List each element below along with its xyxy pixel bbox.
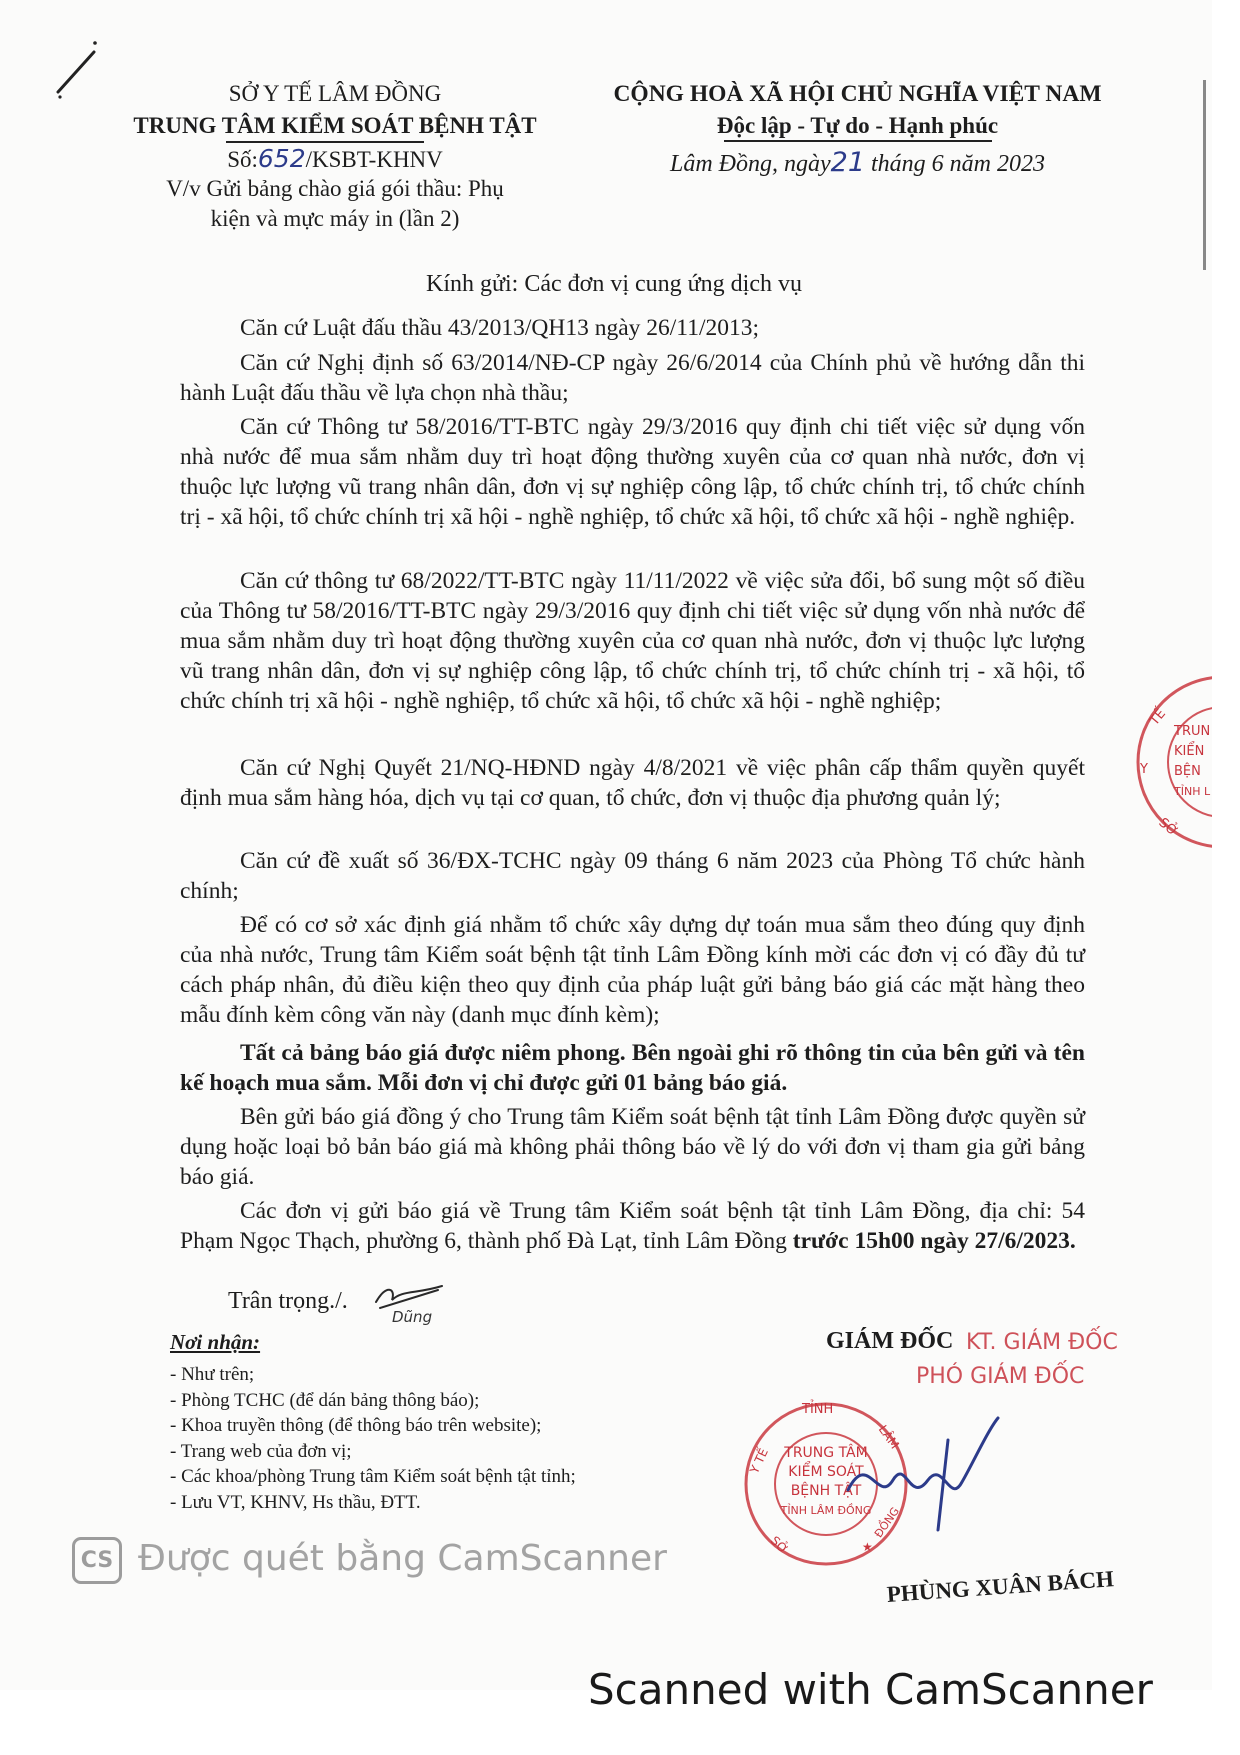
document-number bbox=[120, 144, 550, 175]
number-suffix: /KSBT-KHNV bbox=[305, 147, 443, 172]
number-handwritten: 652 bbox=[257, 144, 306, 173]
date-suffix: tháng 6 năm 2023 bbox=[865, 151, 1046, 177]
seal-ring-bottom-right: ĐỒNG bbox=[871, 1504, 903, 1541]
paragraph-6-text: Căn cứ đề xuất số 36/ĐX-TCHC ngày 09 tháng 6 năm 2023 của Phòng Tổ chức hành chính; bbox=[180, 848, 1085, 904]
seal-line-4: TỈNH LÂM ĐỒNG bbox=[780, 1504, 872, 1517]
closing: Trân trọng./. bbox=[228, 1288, 348, 1314]
paragraph-8-text: Tất cả bảng báo giá được niêm phong. Bên ngoài ghi rõ thông tin của bên gửi và tên kế hoạch mua sắm. Mỗi đơn vị chỉ được gửi 01 bảng báo giá. bbox=[180, 1040, 1085, 1096]
subject-line-1: V/v Gửi bảng chào giá gói thầu: Phụ bbox=[166, 176, 504, 201]
stamp-kt-director: KT. GIÁM ĐỐC bbox=[966, 1330, 1118, 1355]
seal-ring-left: Y TẾ bbox=[747, 1446, 771, 1476]
paragraph-10-text: Các đơn vị gửi báo giá về Trung tâm Kiểm soát bệnh tật tỉnh Lâm Đồng, địa chỉ: 54 Phạm Ngọc Thạch, phường 6, thành phố Đà Lạt, tỉnh Lâm Đồng bbox=[180, 1198, 1085, 1254]
paragraph-9 bbox=[180, 1102, 1085, 1192]
margin-seal-text bbox=[1174, 722, 1210, 802]
paragraph-8 bbox=[180, 1038, 1085, 1098]
paragraph-3 bbox=[180, 412, 1085, 532]
paragraph-3-text: Căn cứ Thông tư 58/2016/TT-BTC ngày 29/3/2016 quy định chi tiết việc sử dụng vốn nhà nước để mua sắm nhằm duy trì hoạt động thường xuyên của cơ quan nhà nước, đơn vị thuộc lực lượng vũ trang nhân dân, đơn vị sự nghiệp công lập, tổ chức chính trị, tổ chức chính trị - xã hội, tổ chức chính trị xã hội - nghề nghiệp, tổ chức xã hội, tổ chức xã hội - nghề nghiệp. bbox=[180, 414, 1085, 530]
paragraph-1 bbox=[180, 313, 1085, 343]
paragraph-4-text: Căn cứ thông tư 68/2022/TT-BTC ngày 11/11/2022 về việc sửa đổi, bổ sung một số điều của Thông tư 58/2016/TT-BTC ngày 29/3/2016 quy định chi tiết việc sử dụng vốn nhà nước để mua sắm nhằm duy trì hoạt động thường xuyên của cơ quan nhà nước, đơn vị thuộc lực lượng vũ trang nhân dân, đơn vị sự nghiệp công lập, tổ chức chính trị, tổ chức chính trị - xã hội, tổ chức chính trị xã hội - nghề nghiệp, tổ chức xã hội, tổ chức xã hội - nghề nghiệp; bbox=[180, 568, 1085, 714]
paragraph-10-deadline: trước 15h00 ngày 27/6/2023. bbox=[792, 1228, 1076, 1254]
margin-seal-ring-bottom: SỞ bbox=[1155, 815, 1181, 840]
seal-line-3: BỆNH TẬT bbox=[790, 1483, 862, 1499]
recipients-title: Nơi nhận: bbox=[170, 1330, 261, 1354]
scan-edge-shadow bbox=[1203, 80, 1206, 270]
date-day-handwritten: 21 bbox=[830, 147, 866, 178]
recipient-item: - Phòng TCHC (để dán bảng thông báo); bbox=[170, 1389, 480, 1411]
paragraph-1-text: Căn cứ Luật đấu thầu 43/2013/QH13 ngày 26/11/2013; bbox=[240, 315, 759, 341]
scanned-with-footer: Scanned with CamScanner bbox=[588, 1665, 1153, 1714]
subject-line-2: kiện và mực máy in (lần 2) bbox=[210, 206, 460, 231]
margin-seal-line-1: TRUN bbox=[1174, 724, 1211, 739]
seal-ring-right: LÂM bbox=[875, 1422, 902, 1452]
margin-seal-ring-left: TẾ bbox=[1147, 706, 1170, 729]
paragraph-5-text: Căn cứ Nghị Quyết 21/NQ-HĐND ngày 4/8/2021 về việc phân cấp thẩm quyền quyết định mua sắm hàng hóa, dịch vụ tại cơ quan, tổ chức, đơn vị thuộc địa phương quản lý; bbox=[180, 755, 1085, 811]
seal-ring-top: TỈNH bbox=[802, 1402, 834, 1417]
margin-seal bbox=[1128, 670, 1212, 855]
margin-seal-line-3: BỆN bbox=[1174, 764, 1201, 779]
paragraph-4 bbox=[180, 566, 1085, 716]
signature-scribble-icon bbox=[838, 1410, 1018, 1540]
recipient-item: - Lưu VT, KHNV, Hs thầu, ĐTT. bbox=[170, 1491, 421, 1513]
paragraph-2 bbox=[180, 348, 1085, 408]
paragraph-5 bbox=[180, 753, 1085, 813]
recipient-item: - Khoa truyền thông (để thông báo trên website); bbox=[170, 1415, 542, 1436]
stamp-deputy-director: PHÓ GIÁM ĐỐC bbox=[916, 1364, 1085, 1389]
paragraph-2-text: Căn cứ Nghị định số 63/2014/NĐ-CP ngày 26/6/2014 của Chính phủ về hướng dẫn thi hành Luật đấu thầu về lựa chọn nhà thầu; bbox=[180, 350, 1085, 406]
signature-role: GIÁM ĐỐC bbox=[826, 1328, 954, 1354]
seal-line-2: KIỂM SOÁT bbox=[788, 1464, 864, 1480]
recipient-item: - Trang web của đơn vị; bbox=[170, 1440, 352, 1462]
issue-date bbox=[600, 148, 1115, 179]
margin-seal-line-4: TỈNH L bbox=[1174, 785, 1211, 798]
paragraph-7-text: Để có cơ sở xác định giá nhằm tổ chức xây dựng dự toán mua sắm theo đúng quy định của nhà nước, Trung tâm Kiểm soát bệnh tật tỉnh Lâm Đồng kính mời các đơn vị có đầy đủ tư cách pháp nhân, đủ điều kiện theo quy định của pháp luật gửi bảng báo giá các mặt hàng theo mẫu đính kèm công văn này (danh mục đính kèm); bbox=[180, 912, 1085, 1028]
recipients-list bbox=[170, 1362, 576, 1515]
svg-text:★: ★ bbox=[862, 1540, 873, 1554]
header-underline-left bbox=[226, 141, 424, 143]
camscanner-watermark: Được quét bằng CamScanner bbox=[138, 1538, 667, 1579]
national-title: CỘNG HOÀ XÃ HỘI CHỦ NGHĨA VIỆT NAM bbox=[613, 81, 1102, 107]
number-prefix: Số: bbox=[227, 147, 258, 172]
recipient-item: - Các khoa/phòng Trung tâm Kiểm soát bệnh tật tỉnh; bbox=[170, 1466, 576, 1487]
addressee: Kính gửi: Các đơn vị cung ứng dịch vụ bbox=[426, 271, 802, 297]
date-prefix: Lâm Đồng, ngày bbox=[669, 151, 831, 177]
paragraph-9-text: Bên gửi báo giá đồng ý cho Trung tâm Kiểm soát bệnh tật tỉnh Lâm Đồng được quyền sử dụng hoặc loại bỏ bản báo giá mà không phải thông báo về lý do với đơn vị tham gia gửi bảng báo giá. bbox=[180, 1104, 1085, 1190]
margin-seal-line-2: KIỂN bbox=[1174, 744, 1205, 759]
paragraph-6 bbox=[180, 846, 1085, 906]
pen-mark-icon bbox=[50, 40, 100, 102]
recipient-item: - Như trên; bbox=[170, 1364, 255, 1385]
national-motto: Độc lập - Tự do - Hạnh phúc bbox=[716, 113, 999, 138]
margin-seal-ring-y: Y bbox=[1140, 762, 1148, 777]
center-name: TRUNG TÂM KIỂM SOÁT BỆNH TẬT bbox=[133, 113, 537, 138]
agency-name: SỞ Y TẾ LÂM ĐỒNG bbox=[228, 81, 442, 106]
paragraph-10 bbox=[180, 1196, 1085, 1256]
seal-ring-bottom: SỞ bbox=[767, 1533, 791, 1557]
seal-line-1: TRUNG TÂM bbox=[784, 1445, 868, 1461]
header-underline-right bbox=[724, 140, 992, 142]
page-edge bbox=[1212, 0, 1240, 1690]
camscanner-logo-icon: CS bbox=[72, 1537, 122, 1584]
initials: Dũng bbox=[392, 1308, 433, 1326]
signer-name: PHÙNG XUÂN BÁCH bbox=[886, 1566, 1115, 1607]
paragraph-7 bbox=[180, 910, 1085, 1030]
